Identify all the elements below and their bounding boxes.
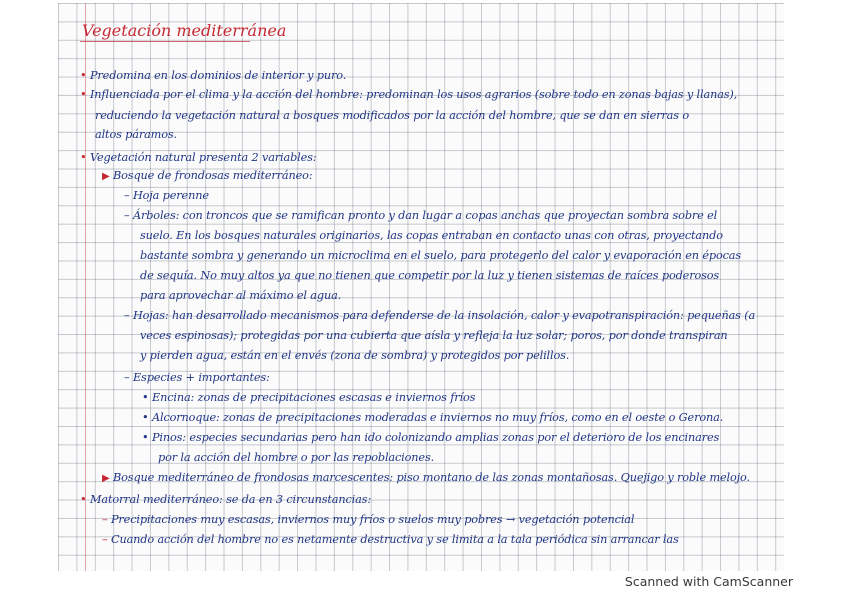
note-line: [142, 431, 719, 445]
note-text: veces espinosas); protegidas por una cubierta que aísla y refleja la luz solar; poros, por donde transpiran: [140, 329, 728, 342]
note-line: [95, 128, 177, 142]
dash-marker: –: [124, 309, 130, 322]
note-text: y pierden agua, están en el envés (zona de sombra) y protegidos por pelillos.: [140, 349, 570, 362]
note-text: por la acción del hombre o por las repoblaciones.: [158, 451, 435, 464]
note-line: [80, 88, 737, 102]
note-line: [102, 471, 750, 486]
note-text: Especies + importantes:: [132, 371, 270, 384]
note-line: [142, 411, 723, 425]
note-text: Predomina en los dominios de interior y puro.: [89, 69, 347, 82]
note-line: [142, 391, 475, 405]
dash-marker: –: [102, 513, 108, 526]
note-text: Encina: zonas de precipitaciones escasas e inviernos fríos: [151, 391, 476, 404]
note-text: bastante sombra y generando un microclima en el suelo, para protegerlo del calor y evaporación en épocas: [140, 249, 742, 262]
bullet-marker: •: [142, 391, 149, 404]
scanner-watermark: Scanned with CamScanner: [624, 574, 793, 589]
bullet-marker: •: [80, 493, 87, 506]
note-line: [158, 451, 434, 465]
note-text: Matorral mediterráneo: se da en 3 circunstancias:: [89, 493, 371, 506]
note-line: [80, 151, 316, 165]
note-text: altos páramos.: [95, 128, 177, 141]
bullet-marker: •: [80, 151, 87, 164]
note-text: Pinos: especies secundarias pero han ido colonizando amplias zonas por el deterioro de los encinares: [151, 431, 720, 444]
note-text: reduciendo la vegetación natural a bosques modificados por la acción del hombre, que se dan en sierras o: [95, 109, 689, 122]
note-text: Influenciada por el clima y la acción del hombre: predominan los usos agrarios (sobre todo en zonas bajas y llanas),: [89, 88, 738, 101]
bullet-marker: •: [142, 431, 149, 444]
note-text: Precipitaciones muy escasas, inviernos muy fríos o suelos muy pobres → vegetación potencial: [110, 513, 635, 526]
note-line: [124, 371, 270, 385]
note-line: [140, 249, 741, 263]
title-underline: [80, 41, 250, 42]
dash-marker: –: [102, 533, 108, 546]
notebook-page: [58, 3, 784, 571]
note-line: [80, 493, 371, 507]
note-line: [95, 109, 689, 123]
note-text: Árboles: con troncos que se ramifican pronto y dan lugar a copas anchas que proyectan sombra sobre el: [132, 209, 718, 222]
bullet-marker: •: [80, 69, 87, 82]
note-text: Hoja perenne: [132, 189, 209, 202]
note-text: para aprovechar al máximo el agua.: [140, 289, 342, 302]
bullet-marker: •: [80, 88, 87, 101]
note-line: [140, 329, 728, 343]
note-line: [80, 69, 346, 83]
dash-marker: –: [124, 189, 130, 202]
dash-marker: –: [124, 371, 130, 384]
note-text: Bosque mediterráneo de frondosas marcescentes: piso montano de las zonas montañosas. Quejigo y roble melojo.: [113, 471, 750, 484]
bullet-marker: •: [142, 411, 149, 424]
note-line: [124, 309, 755, 323]
note-line: [140, 269, 719, 283]
note-line: [140, 229, 723, 243]
page-title: Vegetación mediterránea: [82, 21, 287, 40]
note-line: [140, 289, 341, 303]
triangle-marker: ▶: [102, 171, 110, 182]
note-text: suelo. En los bosques naturales originarios, las copas entraban en contacto unas con otras, proyectando: [140, 229, 723, 242]
note-line: [140, 349, 569, 363]
note-text: Alcornoque: zonas de precipitaciones moderadas e inviernos no muy fríos, como en el oeste o Gerona.: [151, 411, 724, 424]
note-text: Hojas: han desarrollado mecanismos para defenderse de la insolación, calor y evapotranspiración: pequeñas (a: [132, 309, 756, 322]
dash-marker: –: [124, 209, 130, 222]
note-text: Vegetación natural presenta 2 variables:: [89, 151, 317, 164]
triangle-marker: ▶: [102, 473, 110, 484]
note-line: [102, 169, 312, 184]
note-line: [124, 189, 209, 203]
note-text: Bosque de frondosas mediterráneo:: [113, 169, 313, 182]
note-line: [102, 533, 679, 547]
note-line: [102, 513, 634, 527]
note-line: [124, 209, 717, 223]
note-text: de sequía. No muy altos ya que no tienen que competir por la luz y tienen sistemas de raíces poderosos: [140, 269, 720, 282]
note-text: Cuando acción del hombre no es netamente destructiva y se limita a la tala periódica sin arrancar las: [110, 533, 679, 546]
